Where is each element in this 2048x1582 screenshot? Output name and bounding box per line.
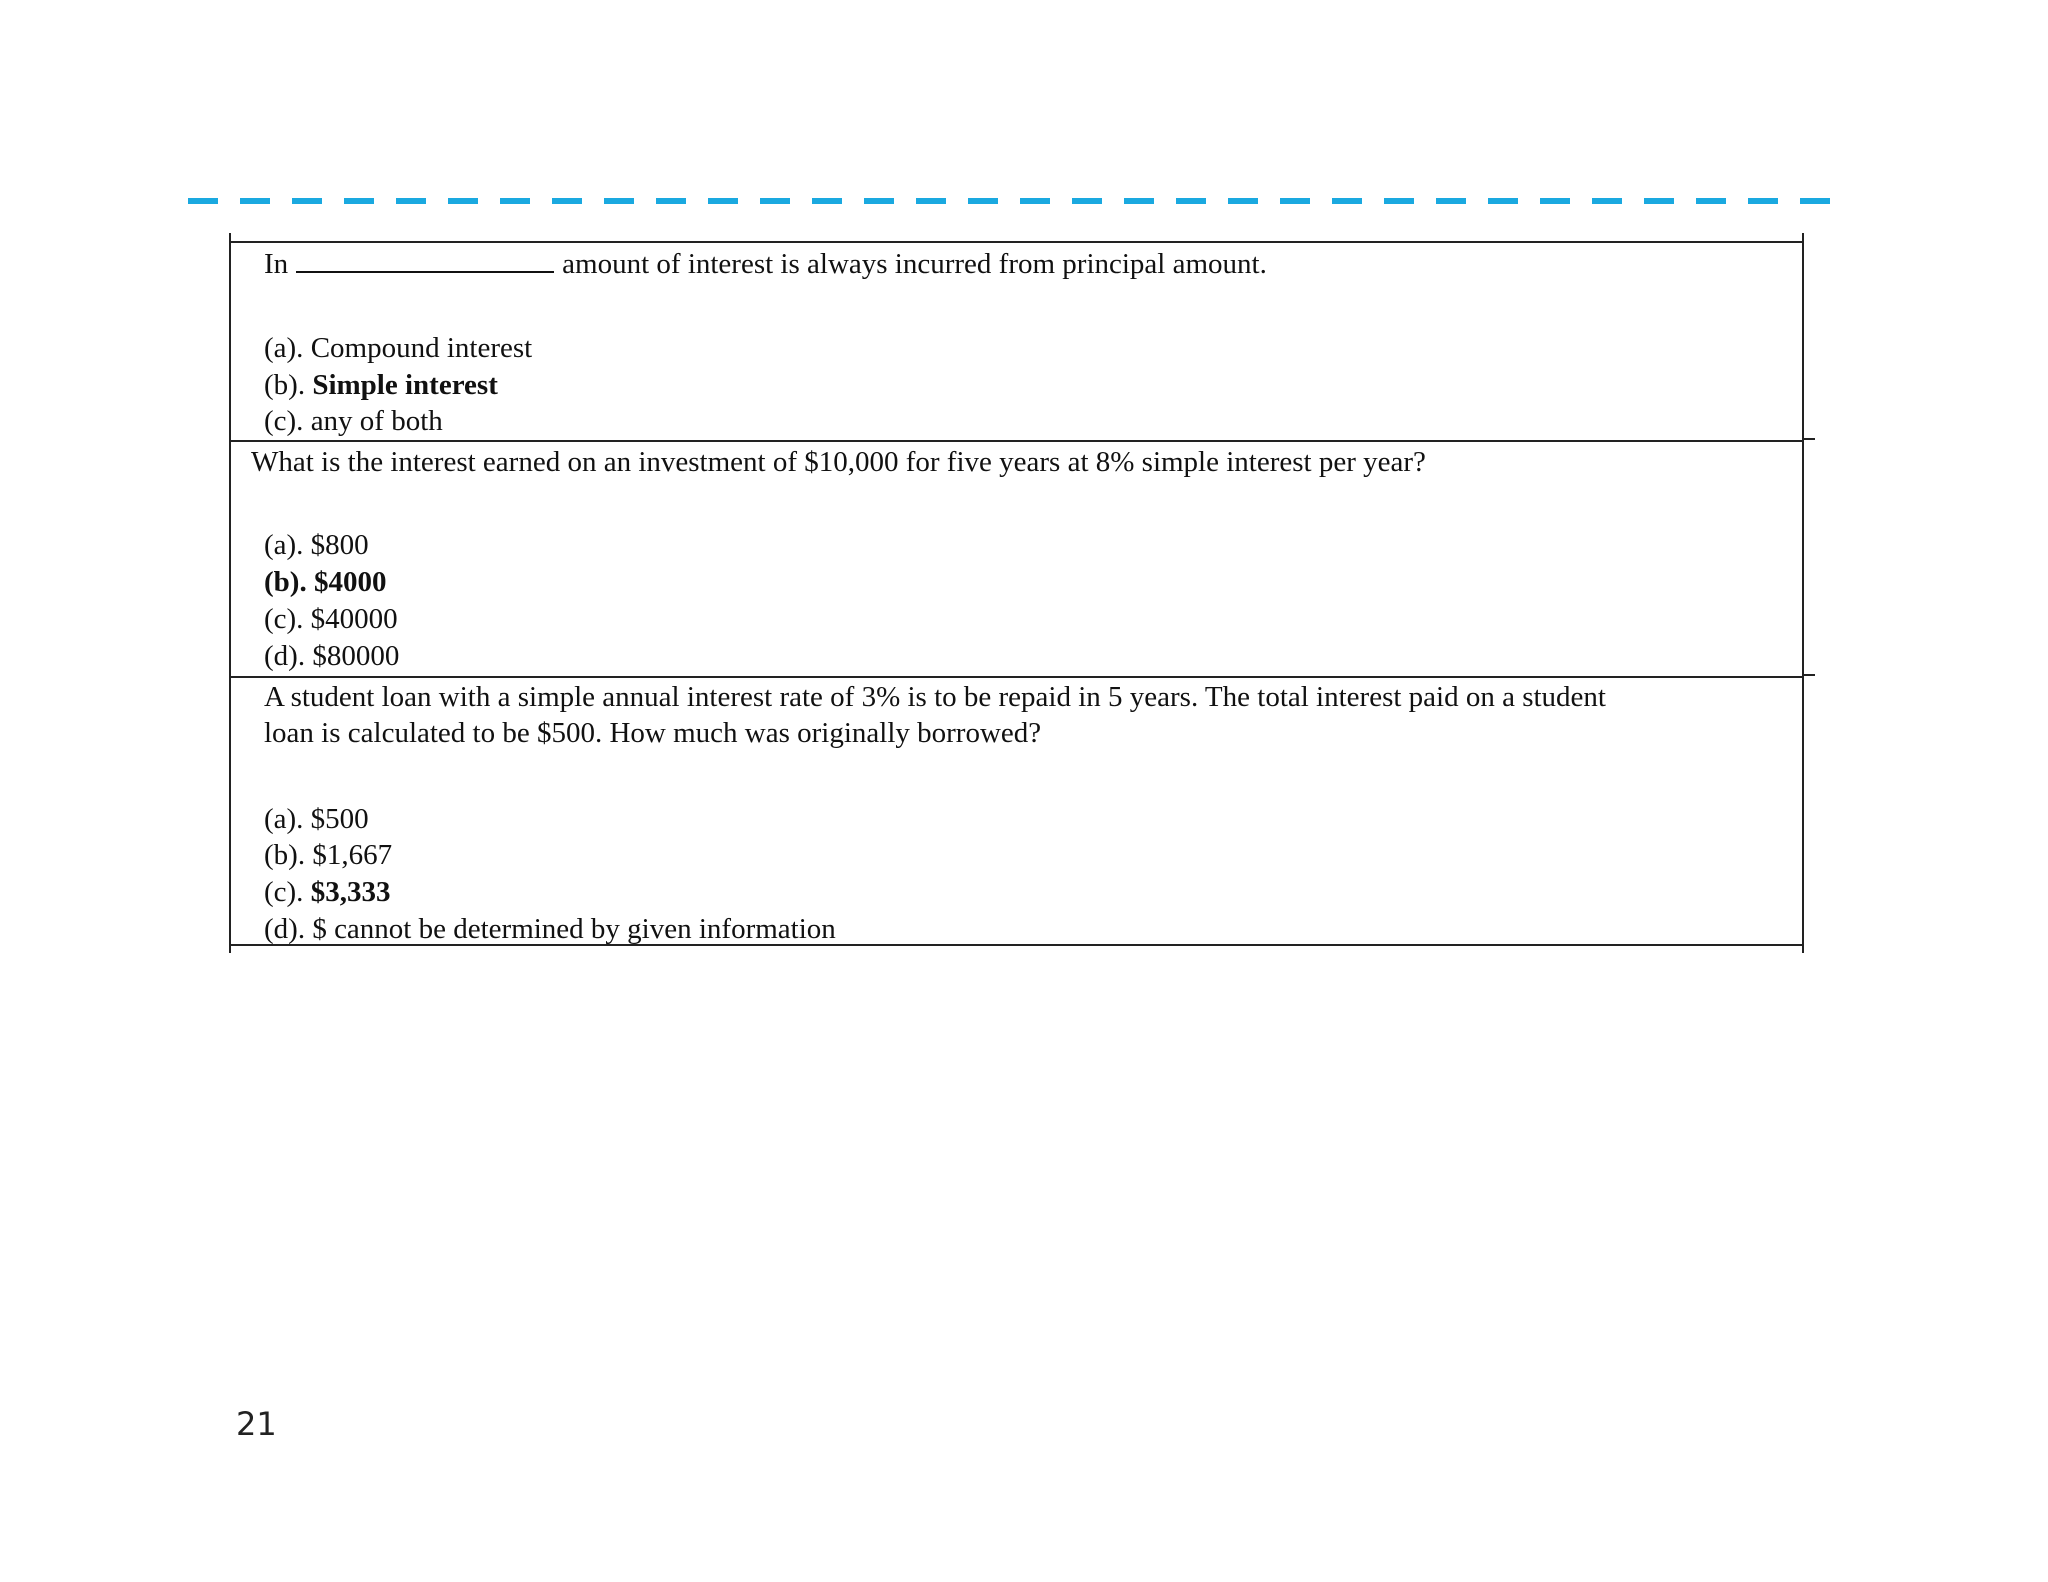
q2-option-b: (b). $4000 <box>264 566 387 598</box>
table-row-tick <box>1803 438 1815 440</box>
q1-option-a-label: (a). <box>264 332 304 364</box>
q2-option-d: (d). $80000 <box>264 640 400 672</box>
q2-option-c: (c). $40000 <box>264 603 398 635</box>
q1-option-a <box>264 331 532 365</box>
q3-option-c-text: $3,333 <box>310 876 391 908</box>
q1-option-b <box>264 368 498 402</box>
quiz-table <box>229 241 1804 946</box>
question-row-1 <box>231 243 1802 440</box>
q3-option-b: (b). $1,667 <box>264 839 393 871</box>
q1-option-a-text: Compound interest <box>310 332 533 364</box>
q3-option-d: (d). $ cannot be determined by given information <box>264 913 836 945</box>
q1-option-b-text: Simple interest <box>312 369 498 401</box>
question-row-3 <box>231 676 1802 946</box>
q3-stem-line-2: loan is calculated to be $500. How much was originally borrowed? <box>264 717 1042 749</box>
q1-blank <box>296 247 554 273</box>
table-corner-tick <box>1802 945 1804 953</box>
table-corner-tick <box>1802 233 1804 241</box>
q1-stem <box>264 247 1267 281</box>
q1-prefix: In <box>264 248 289 280</box>
q1-suffix: amount of interest is always incurred from principal amount. <box>562 248 1267 280</box>
q1-option-c <box>264 404 443 438</box>
q1-option-c-text: any of both <box>310 405 443 437</box>
table-corner-tick <box>229 233 231 241</box>
question-row-2 <box>231 440 1802 676</box>
page-number: 21 <box>236 1405 277 1443</box>
q2-option-a: (a). $800 <box>264 529 369 561</box>
dashed-divider <box>188 198 1850 204</box>
q3-stem-line-1: A student loan with a simple annual interest rate of 3% is to be repaid in 5 years. The total interest paid on a student <box>264 681 1606 713</box>
q1-option-c-label: (c). <box>264 405 304 437</box>
table-corner-tick <box>229 945 231 953</box>
table-row-tick <box>1803 674 1815 676</box>
q1-option-b-label: (b). <box>264 369 306 401</box>
q3-option-c <box>264 875 390 909</box>
q2-stem: What is the interest earned on an investment of $10,000 for five years at 8% simple interest per year? <box>251 446 1426 478</box>
q3-option-a: (a). $500 <box>264 803 369 835</box>
q3-option-c-label: (c). <box>264 876 304 908</box>
